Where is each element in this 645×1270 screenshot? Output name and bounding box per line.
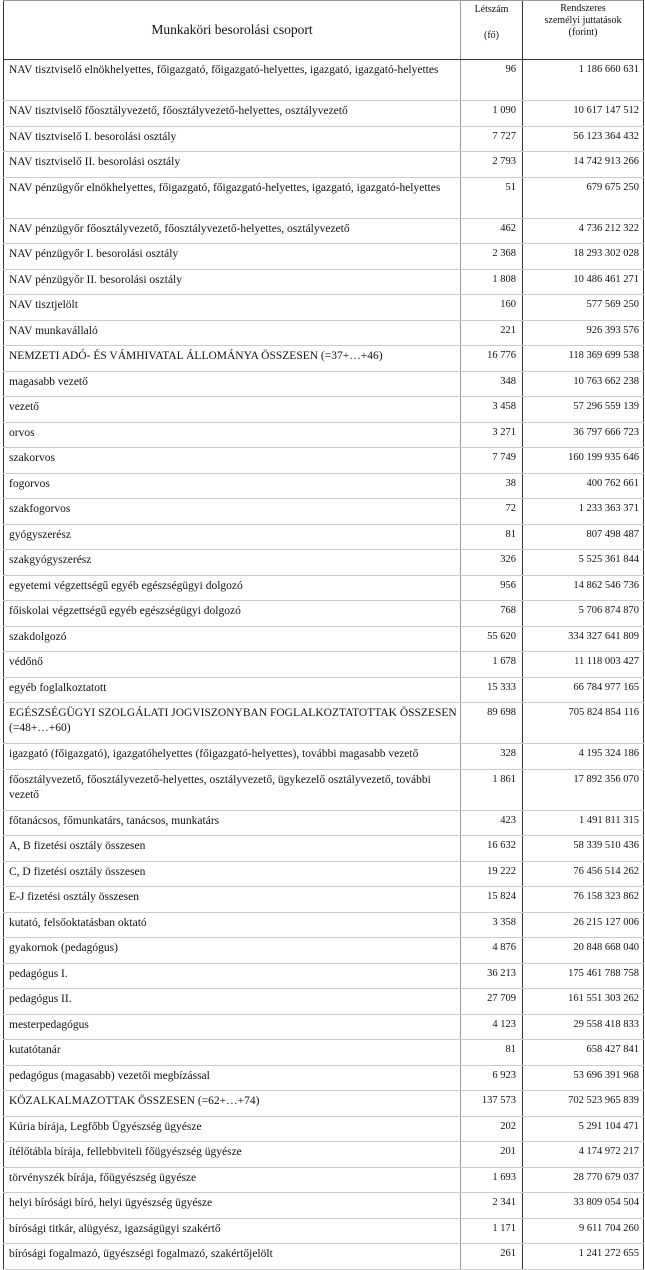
amount-cell: 1 241 272 655 (523, 1244, 644, 1270)
table-row (4, 346, 644, 372)
group-cell: szakdolgozó (4, 626, 461, 652)
table-row (4, 1142, 644, 1168)
count-cell: 55 620 (461, 626, 523, 652)
amount-cell: 4 736 212 322 (523, 218, 644, 244)
group-cell: egyéb foglalkoztatott (4, 677, 461, 703)
group-cell: szakgyógyszerész (4, 550, 461, 576)
count-cell: 423 (461, 810, 523, 836)
count-cell: 137 573 (461, 1091, 523, 1117)
amount-cell: 161 551 303 262 (523, 989, 644, 1015)
table-row (4, 1065, 644, 1091)
amount-cell: 118 369 699 538 (523, 346, 644, 372)
count-cell: 956 (461, 575, 523, 601)
amount-cell: 577 569 250 (523, 295, 644, 321)
amount-cell: 160 199 935 646 (523, 448, 644, 474)
amount-cell: 10 763 662 238 (523, 371, 644, 397)
count-cell: 2 368 (461, 244, 523, 270)
amount-cell: 807 498 487 (523, 524, 644, 550)
group-cell: védőnő (4, 652, 461, 678)
count-cell: 2 341 (461, 1193, 523, 1219)
table-row (4, 550, 644, 576)
group-cell: NAV tisztviselő főosztályvezető, főosztályvezető-helyettes, osztályvezető (4, 101, 461, 127)
amount-cell: 53 696 391 968 (523, 1065, 644, 1091)
group-cell: szakorvos (4, 448, 461, 474)
count-cell: 36 213 (461, 963, 523, 989)
table-row (4, 1193, 644, 1219)
group-cell: fogorvos (4, 473, 461, 499)
group-cell: igazgató (főigazgató), igazgatóhelyettes (főigazgató-helyettes), további magasabb vezető (4, 744, 461, 770)
amount-cell: 658 427 841 (523, 1040, 644, 1066)
amount-cell: 9 611 704 260 (523, 1218, 644, 1244)
group-cell: NAV pénzügyőr II. besorolási osztály (4, 269, 461, 295)
amount-cell: 1 491 811 315 (523, 810, 644, 836)
count-cell: 201 (461, 1142, 523, 1168)
amount-cell: 702 523 965 839 (523, 1091, 644, 1117)
table-row (4, 963, 644, 989)
count-cell: 768 (461, 601, 523, 627)
group-cell: NAV tisztviselő I. besorolási osztály (4, 126, 461, 152)
count-cell: 89 698 (461, 703, 523, 744)
count-cell: 96 (461, 60, 523, 101)
amount-cell: 76 158 323 862 (523, 887, 644, 913)
amount-cell: 18 293 302 028 (523, 244, 644, 270)
table-row (4, 703, 644, 744)
amount-cell: 679 675 250 (523, 177, 644, 218)
amount-cell: 175 461 788 758 (523, 963, 644, 989)
amount-cell: 76 456 514 262 (523, 861, 644, 887)
count-cell: 7 749 (461, 448, 523, 474)
table-row (4, 1218, 644, 1244)
count-cell: 72 (461, 499, 523, 525)
table-row (4, 677, 644, 703)
group-cell: A, B fizetési osztály összesen (4, 836, 461, 862)
count-cell: 462 (461, 218, 523, 244)
table-row (4, 836, 644, 862)
count-cell: 3 358 (461, 912, 523, 938)
amount-cell: 10 486 461 271 (523, 269, 644, 295)
header-count (461, 1, 523, 60)
table-row (4, 269, 644, 295)
group-cell: főosztályvezető, főosztályvezető-helyettes, osztályvezető, ügykezelő osztályvezető, további vezető (4, 769, 461, 810)
amount-cell: 926 393 576 (523, 320, 644, 346)
group-cell: NAV tisztviselő elnökhelyettes, főigazgató, főigazgató-helyettes, igazgató, igazgató-helyettes (4, 60, 461, 101)
table-body (4, 60, 644, 1270)
count-cell: 1 693 (461, 1167, 523, 1193)
count-cell: 261 (461, 1244, 523, 1270)
count-cell: 19 222 (461, 861, 523, 887)
table-row (4, 861, 644, 887)
table-row (4, 448, 644, 474)
amount-cell: 1 233 363 371 (523, 499, 644, 525)
table-row (4, 1091, 644, 1117)
amount-cell: 11 118 003 427 (523, 652, 644, 678)
table-row (4, 769, 644, 810)
group-cell: főtanácsos, főmunkatárs, tanácsos, munkatárs (4, 810, 461, 836)
count-cell: 326 (461, 550, 523, 576)
count-cell: 7 727 (461, 126, 523, 152)
table-row (4, 371, 644, 397)
table-row (4, 1014, 644, 1040)
amount-cell: 20 848 668 040 (523, 938, 644, 964)
count-cell: 1 171 (461, 1218, 523, 1244)
count-cell: 2 793 (461, 152, 523, 178)
count-cell: 328 (461, 744, 523, 770)
table-row (4, 397, 644, 423)
group-cell: NAV munkavállaló (4, 320, 461, 346)
group-cell: kutatótanár (4, 1040, 461, 1066)
count-cell: 3 458 (461, 397, 523, 423)
group-cell: EGÉSZSÉGÜGYI SZOLGÁLATI JOGVISZONYBAN FOGLALKOZTATOTTAK ÖSSZESEN (=48+…+60) (4, 703, 461, 744)
group-cell: ítélőtábla bírája, fellebbviteli főügyészség ügyésze (4, 1142, 461, 1168)
amount-cell: 26 215 127 006 (523, 912, 644, 938)
group-cell: NAV pénzügyőr főosztályvezető, főosztályvezető-helyettes, osztályvezető (4, 218, 461, 244)
count-cell: 1 808 (461, 269, 523, 295)
group-cell: NAV pénzügyőr elnökhelyettes, főigazgató, főigazgató-helyettes, igazgató, igazgató-helyettes (4, 177, 461, 218)
amount-cell: 66 784 977 165 (523, 677, 644, 703)
table-row (4, 601, 644, 627)
table-row (4, 575, 644, 601)
count-cell: 38 (461, 473, 523, 499)
count-cell: 81 (461, 1040, 523, 1066)
group-cell: helyi bírósági bíró, helyi ügyészség ügyésze (4, 1193, 461, 1219)
group-cell: bírósági titkár, alügyész, igazságügyi szakértő (4, 1218, 461, 1244)
group-cell: egyetemi végzettségű egyéb egészségügyi dolgozó (4, 575, 461, 601)
amount-cell: 334 327 641 809 (523, 626, 644, 652)
table-row (4, 744, 644, 770)
amount-cell: 5 525 361 844 (523, 550, 644, 576)
header-pay (523, 1, 644, 60)
amount-cell: 14 742 913 266 (523, 152, 644, 178)
count-cell: 16 776 (461, 346, 523, 372)
table-row (4, 320, 644, 346)
table-row (4, 499, 644, 525)
amount-cell: 17 892 356 070 (523, 769, 644, 810)
count-cell: 1 090 (461, 101, 523, 127)
header-count-line2: (fő) (484, 30, 499, 41)
table-row (4, 989, 644, 1015)
group-cell: mesterpedagógus (4, 1014, 461, 1040)
group-cell: NEMZETI ADÓ- ÉS VÁMHIVATAL ÁLLOMÁNYA ÖSSZESEN (=37+…+46) (4, 346, 461, 372)
group-cell: pedagógus II. (4, 989, 461, 1015)
amount-cell: 1 186 660 631 (523, 60, 644, 101)
count-cell: 27 709 (461, 989, 523, 1015)
count-cell: 4 123 (461, 1014, 523, 1040)
group-cell: bírósági fogalmazó, ügyészségi fogalmazó, szakértőjelölt (4, 1244, 461, 1270)
amount-cell: 705 824 854 116 (523, 703, 644, 744)
count-cell: 160 (461, 295, 523, 321)
table-row (4, 126, 644, 152)
count-cell: 15 824 (461, 887, 523, 913)
amount-cell: 28 770 679 037 (523, 1167, 644, 1193)
amount-cell: 400 762 661 (523, 473, 644, 499)
count-cell: 202 (461, 1116, 523, 1142)
table-row (4, 652, 644, 678)
table-row (4, 524, 644, 550)
header-pay-line2: személyi juttatások (544, 15, 622, 26)
group-cell: szakfogorvos (4, 499, 461, 525)
amount-cell: 5 706 874 870 (523, 601, 644, 627)
group-cell: kutató, felsőoktatásban oktató (4, 912, 461, 938)
table-row (4, 60, 644, 101)
header-pay-line1: Rendszeres (560, 3, 606, 14)
table-row (4, 152, 644, 178)
table-row (4, 218, 644, 244)
table-row (4, 101, 644, 127)
group-cell: pedagógus (magasabb) vezetői megbízással (4, 1065, 461, 1091)
group-cell: gyógyszerész (4, 524, 461, 550)
amount-cell: 58 339 510 436 (523, 836, 644, 862)
count-cell: 51 (461, 177, 523, 218)
table-row (4, 473, 644, 499)
table-row (4, 1167, 644, 1193)
count-cell: 3 271 (461, 422, 523, 448)
amount-cell: 10 617 147 512 (523, 101, 644, 127)
table-row (4, 810, 644, 836)
amount-cell: 14 862 546 736 (523, 575, 644, 601)
group-cell: NAV tisztjelölt (4, 295, 461, 321)
table-row (4, 422, 644, 448)
count-cell: 1 861 (461, 769, 523, 810)
group-cell: Kúria bírája, Legfőbb Ügyészség ügyésze (4, 1116, 461, 1142)
amount-cell: 36 797 666 723 (523, 422, 644, 448)
amount-cell: 33 809 054 504 (523, 1193, 644, 1219)
table-row (4, 1040, 644, 1066)
count-cell: 4 876 (461, 938, 523, 964)
group-cell: főiskolai végzettségű egyéb egészségügyi dolgozó (4, 601, 461, 627)
table-row (4, 295, 644, 321)
amount-cell: 57 296 559 139 (523, 397, 644, 423)
table-row (4, 177, 644, 218)
table-row (4, 1116, 644, 1142)
group-cell: KÖZALKALMAZOTTAK ÖSSZESEN (=62+…+74) (4, 1091, 461, 1117)
table-row (4, 912, 644, 938)
group-cell: NAV tisztviselő II. besorolási osztály (4, 152, 461, 178)
amount-cell: 5 291 104 471 (523, 1116, 644, 1142)
count-cell: 15 333 (461, 677, 523, 703)
group-cell: E-J fizetési osztály összesen (4, 887, 461, 913)
header-pay-line3: (forint) (568, 27, 598, 38)
group-cell: NAV pénzügyőr I. besorolási osztály (4, 244, 461, 270)
group-cell: gyakornok (pedagógus) (4, 938, 461, 964)
table-row (4, 244, 644, 270)
amount-cell: 29 558 418 833 (523, 1014, 644, 1040)
header-count-line1: Létszám (474, 4, 509, 15)
group-cell: pedagógus I. (4, 963, 461, 989)
table-row (4, 626, 644, 652)
table-row (4, 887, 644, 913)
group-cell: orvos (4, 422, 461, 448)
count-cell: 6 923 (461, 1065, 523, 1091)
group-cell: vezető (4, 397, 461, 423)
header-group-label: Munkaköri besorolási csoport (151, 22, 313, 37)
count-cell: 221 (461, 320, 523, 346)
table-header-row (4, 1, 644, 60)
amount-cell: 56 123 364 432 (523, 126, 644, 152)
count-cell: 348 (461, 371, 523, 397)
group-cell: C, D fizetési osztály összesen (4, 861, 461, 887)
personnel-pay-table (3, 0, 644, 1270)
amount-cell: 4 174 972 217 (523, 1142, 644, 1168)
table-row (4, 1244, 644, 1270)
count-cell: 16 632 (461, 836, 523, 862)
group-cell: magasabb vezető (4, 371, 461, 397)
count-cell: 81 (461, 524, 523, 550)
header-group (4, 1, 461, 60)
table-row (4, 938, 644, 964)
group-cell: törvényszék bírája, főügyészség ügyésze (4, 1167, 461, 1193)
count-cell: 1 678 (461, 652, 523, 678)
amount-cell: 4 195 324 186 (523, 744, 644, 770)
